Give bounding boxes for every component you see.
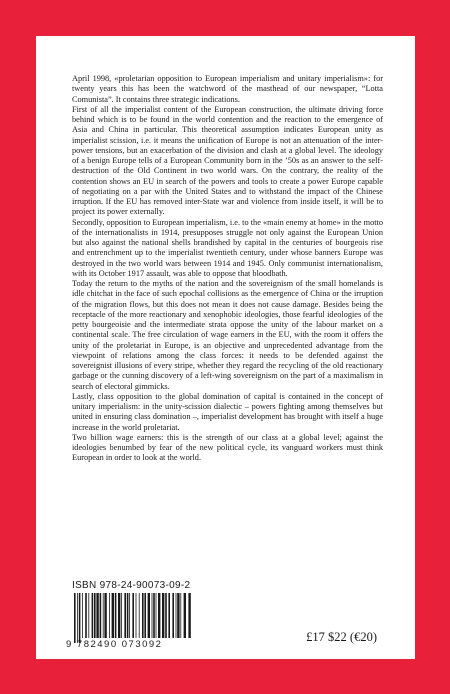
paragraph-first: First of all the imperialist content of the European construction, the ultimate driving force behind which is to be found in the world contention and the reaction to the emergence of Asia and China in particular. This theoretical assumption indicates European unity as imperialist scission, i.e. it means the unification of Europe is not an attenuation of the inter-power tensions, but an exacerbation of the division and clash at a global level. The ideology of a benign Europe tells of a European Community born in the ’50s as an answer to the self-destruction of the Old Continent in two world wars. On the contrary, the reality of the contention shows an EU in search of the powers and tools to create a power Europe capable of negotiating on a par with the United States and to withstand the impact of the Chinese irruption. If the EU has removed inter-State war and violence from inside itself, it will be to project its power externally. [72, 104, 383, 217]
blurb-text [72, 74, 383, 464]
paragraph-intro: April 1998, «proletarian opposition to European imperialism and unitary imperialism»: for twenty years this has been the watchword of the masthead of our newspaper, “Lotta Comunista”. It contains three strategic indications. [72, 74, 383, 104]
back-cover-page [36, 36, 415, 659]
isbn-label: ISBN 978-24-90073-09-2 [72, 580, 191, 591]
paragraph-closing: Two billion wage earners: this is the strength of our class at a global level; against the ideologies benumbed by fear of the new political cycle, its vanguard workers must think European in order to look at the world. [72, 432, 383, 463]
barcode-number: 9 782490 073092 [66, 639, 163, 650]
price-label: £17 $22 (€20) [306, 630, 377, 644]
paragraph-second: Secondly, opposition to European imperialism, i.e. to the «main enemy at home» in the motto of the internationalists in 1914, presupposes struggle not only against the European Union but also against the national shells brandished by capital in the centuries of bourgeois rise and entrenchment up to the imperialist twentieth century, under whose banners Europe was destroyed in the two world wars between 1914 and 1945. Only communist internationalism, with its October 1917 assault, was able to oppose that bloodbath. [72, 217, 383, 278]
paragraph-lastly: Lastly, class opposition to the global domination of capital is contained in the concept of unitary imperialism: in the unity-scission dialectic – powers fighting among themselves but united in ensuring class domination –, imperialist development has brought with itself a huge increase in the world proletariat. [72, 391, 383, 432]
barcode-icon [72, 593, 196, 643]
paragraph-today: Today the return to the myths of the nation and the sovereignism of the small homelands is idle chitchat in the face of such epochal collisions as the emergence of China or the irruption of the migration flows, but this does not mean it does not cause damage. Besides being the receptacle of the more reactionary and xenophobic ideologies, those fearful ideologies of the petty bourgeoisie and the intermediate strata oppose the unity of the labour market on a continental scale. The free circulation of wage earners in the EU, with the room it offers the unity of the proletariat in Europe, is an objective and unprecedented advantage from the viewpoint of relations among the class forces: it needs to be defended against the sovereignist illusions of every stripe, whether they regard the recycling of the old reactionary garbage or the cunning discovery of a left-wing sovereignism on the part of a maximalism in search of electoral gimmicks. [72, 279, 383, 391]
